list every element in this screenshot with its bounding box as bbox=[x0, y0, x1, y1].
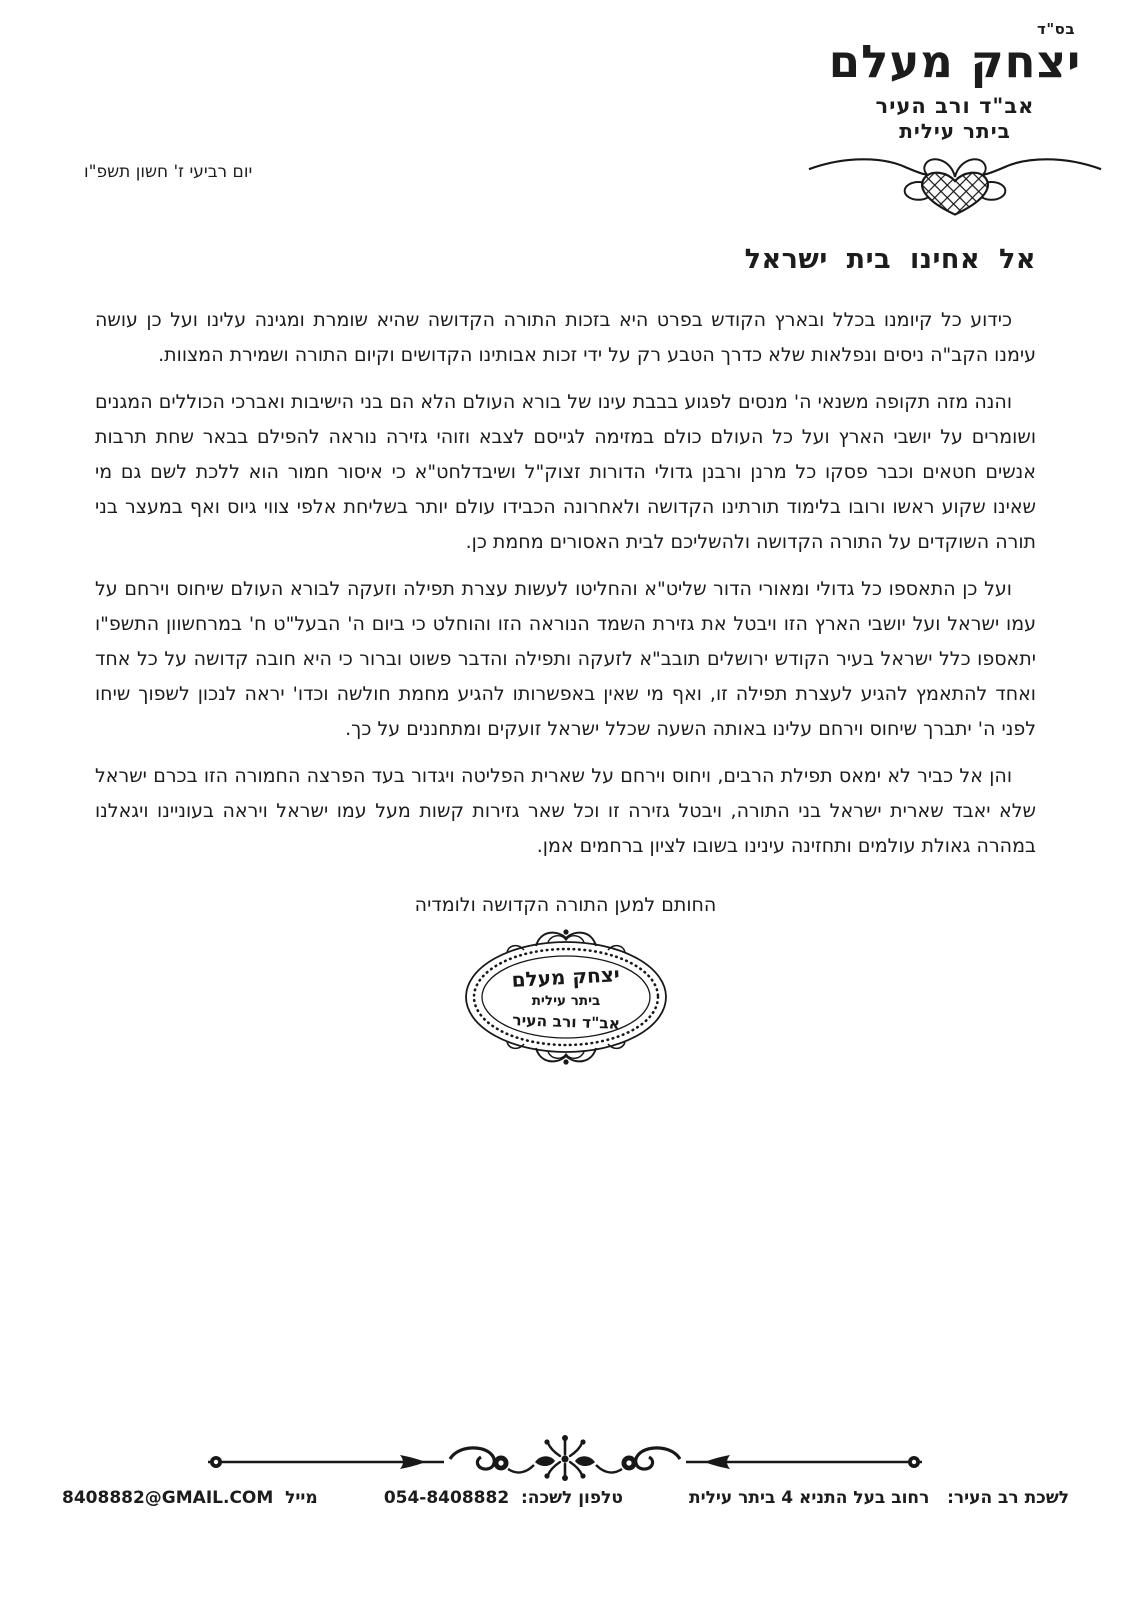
letter-title: אל אחינו בית ישראל bbox=[744, 244, 1036, 275]
letterhead-role: אב"ד ורב העיר bbox=[875, 93, 1035, 118]
letterhead-name: יצחק מעלם bbox=[828, 35, 1082, 88]
stamp-name: יצחק מעלם bbox=[510, 962, 620, 992]
letter-paragraph: כידוע כל קיומנו בכלל ובארץ הקודש בפרט היא בזכות התורה הקדושה שהיא שומרת ומגינה עלינו ועל כן עושה עימנו הקב"ה ניסים ונפלאות שלא כדרך הטבע רק על ידי זכות אבותינו הקדושים וקיום התורה ושמירת המצוות. bbox=[95, 309, 1036, 366]
footer-office-address bbox=[689, 1488, 1069, 1508]
letter-content bbox=[95, 244, 1036, 1072]
office-label: לשכת רב העיר: bbox=[947, 1488, 1069, 1508]
besed-mark: בס"ד bbox=[1037, 20, 1075, 38]
rabbi-seal-stamp bbox=[460, 926, 672, 1072]
email-label: מייל bbox=[285, 1488, 318, 1508]
footer-email bbox=[62, 1488, 318, 1508]
office-address: רחוב בעל התניא 4 ביתר עילית bbox=[688, 1488, 930, 1508]
stamp-city: ביתר עילית bbox=[531, 993, 600, 1009]
stamp-role: אב"ד ורב העיר bbox=[511, 1011, 620, 1033]
phone-number: 054-8408882 bbox=[383, 1488, 510, 1508]
footer-contact-bar bbox=[62, 1488, 1069, 1508]
letter-paragraph: ועל כן התאספו כל גדולי ומאורי הדור שליט"א והחליטו לעשות עצרת תפילה וזעקה לבורא העולם שיחוס וירחם על עמו ישראל ועל יושבי הארץ הזו ויבטל את גזירת השמד הנוראה הזו והוחלט כי ביום ה' הבעל"ט ח' במרחשוון התשפ"ו יתאספו כלל ישראל בעיר הקודש ירושלים תובב"א לזעקה ותפילה והדבר פשוט וברור כי היא חובה קדושה על כל אחד ואחד להתאמץ להגיע לעצרת תפילה זו, ואף מי שאין באפשרותו להגיע מחמת חולשה וכדו' יראה לנכון לשפוך שיחו לפני ה' יתברך שיחוס וירחם עלינו באותה השעה שכלל ישראל זועקים ומתחננים על כך. bbox=[95, 578, 1036, 740]
email-address: 8408882@GMAIL.COM bbox=[62, 1488, 274, 1508]
letter-date: יום רביעי ז' חשון תשפ"ו bbox=[84, 162, 253, 182]
letterhead bbox=[805, 36, 1105, 219]
footer-divider-ornament bbox=[204, 1432, 926, 1484]
footer-phone bbox=[384, 1488, 623, 1508]
letter-paragraph: והן אל כביר לא ימאס תפילת הרבים, ויחוס וירחם על שארית הפליטה ויגדור בעד הפרצה החמורה הזו בכרם ישראל שלא יאבד שארית ישראל בני התורה, ויבטל גזירה זו וכל שאר גזירות קשות מעל עמו ישראל ויראה בעוניינו ויגאלנו במהרה גאולת עולמים ותחזינה עינינו בשובו לציון ברחמים אמן. bbox=[95, 765, 1036, 857]
phone-label: טלפון לשכה: bbox=[521, 1488, 623, 1508]
letterhead-city: ביתר עילית bbox=[899, 118, 1011, 143]
closing-line: החותם למען התורה הקדושה ולומדיה bbox=[414, 894, 717, 916]
letter-paragraph: והנה מזה תקופה משנאי ה' מנסים לפגוע בבבת עינו של בורא העולם הלא הם בני הישיבות ואברכי הכוללים המגנים ושומרים על יושבי הארץ ועל כל העולם כולם במזימה לגייסם לצבא וזוהי גזירה נוראה להפילם בבאר שחת תרבות אנשים חטאים וכבר פסקו כל מרנן ורבנן גדולי הדורות זצוק"ל ושיבדלחט"א כי איסור חמור הוא ללכת לשם גם מי שאינו שקוע ראשו ורובו בלימוד תורתינו הקדושה ולאחרונה הכבידו עולם יותר בשליחת אלפי צווי גיוס ואף במעצר בני תורה השוקדים על התורה הקדושה ולהשליכם לבית האסורים מחמת כן. bbox=[95, 391, 1036, 553]
knot-flourish-icon bbox=[807, 145, 1103, 219]
